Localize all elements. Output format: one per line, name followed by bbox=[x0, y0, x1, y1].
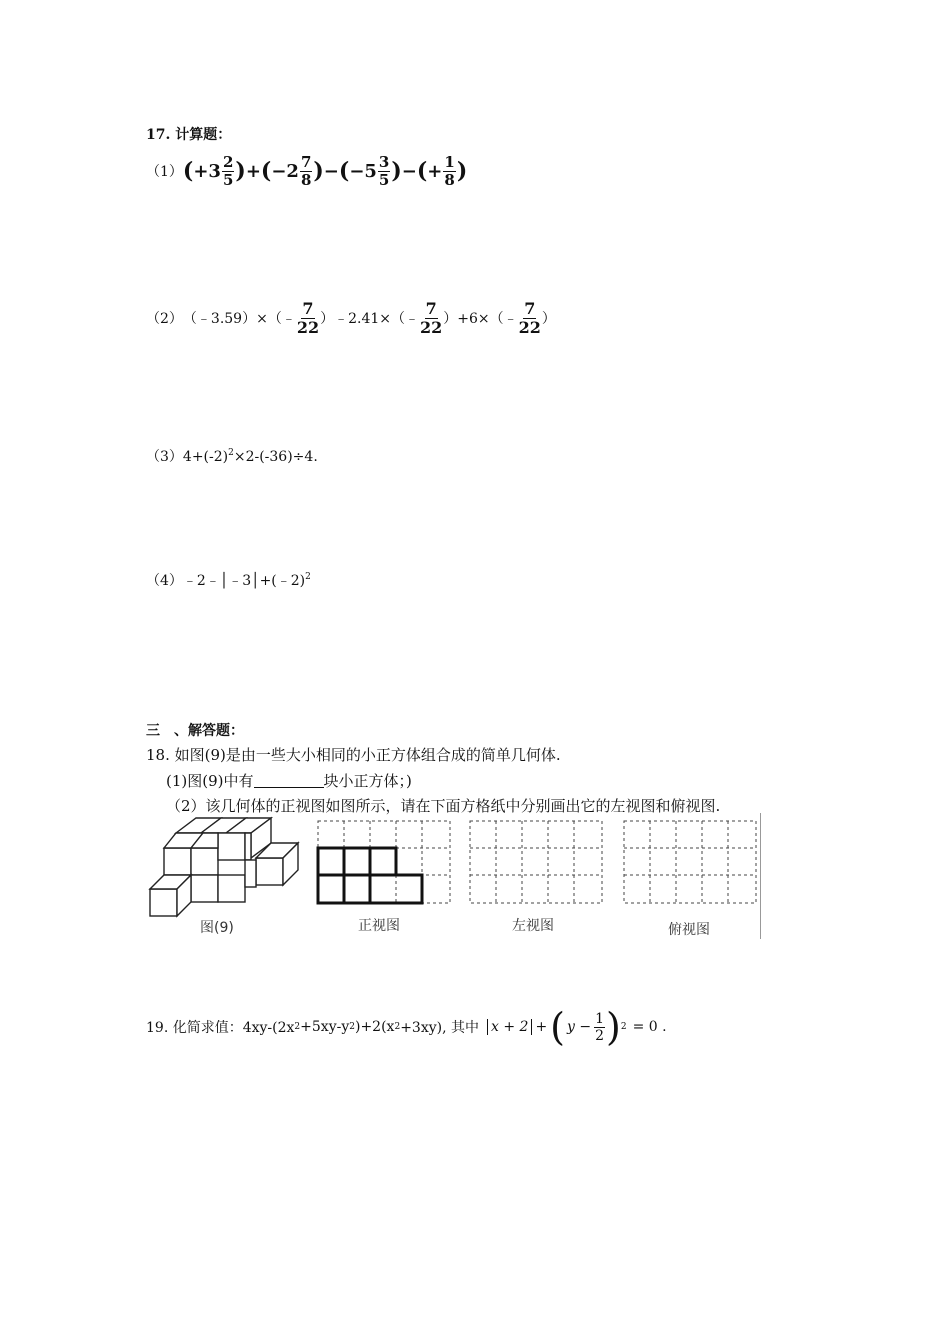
plus-sign: + bbox=[245, 160, 261, 182]
answer-blank[interactable] bbox=[254, 773, 324, 788]
q17-p1-label: （1） bbox=[146, 164, 183, 180]
figure-9-caption: 图(9) bbox=[200, 920, 234, 936]
numerator: 7 bbox=[425, 298, 437, 318]
expr-text: ）﹣2.41×（﹣ bbox=[320, 311, 419, 327]
expr-text: （4）﹣2﹣│﹣3│+(﹣2) bbox=[146, 573, 306, 589]
denominator: 2 bbox=[595, 1027, 605, 1044]
figure-border bbox=[760, 813, 761, 939]
paren: ) bbox=[456, 158, 468, 184]
paren: ) bbox=[313, 158, 324, 184]
fraction bbox=[518, 298, 541, 337]
expr-text: +3xy), 其中 bbox=[400, 1020, 479, 1036]
q18-sub2: （2）该几何体的正视图如图所示，请在下面方格纸中分别画出它的左视图和俯视图. bbox=[166, 797, 721, 815]
expr-text: )+2(x bbox=[354, 1019, 395, 1035]
exponent: 2 bbox=[620, 1022, 627, 1032]
fraction-half bbox=[594, 1012, 605, 1043]
denominator: 5 bbox=[378, 170, 390, 189]
q18-sub1-text: (1)图(9)中有 bbox=[166, 772, 254, 790]
numerator: 1 bbox=[595, 1010, 605, 1027]
expr-text: （﹣3.59）×（﹣ bbox=[182, 311, 296, 327]
equals-zero: = 0 . bbox=[632, 1019, 667, 1035]
denominator: 22 bbox=[296, 317, 320, 337]
mixed-whole: −2 bbox=[271, 160, 299, 182]
q18-sub1 bbox=[166, 770, 412, 791]
numerator: 1 bbox=[444, 152, 455, 171]
numerator: 7 bbox=[300, 152, 312, 171]
paren: ) bbox=[235, 158, 246, 184]
fraction bbox=[420, 298, 443, 337]
denominator: 22 bbox=[420, 317, 443, 337]
q18-sub1-text: 块小正方体；) bbox=[323, 772, 412, 790]
denominator: 5 bbox=[222, 170, 234, 189]
q17-problem-1 bbox=[146, 150, 467, 192]
expr-text: ）+6×（﹣ bbox=[443, 311, 518, 327]
numerator: 3 bbox=[378, 152, 390, 171]
minus-sign: − bbox=[323, 160, 339, 182]
numerator: 2 bbox=[222, 152, 234, 171]
mixed-whole: +3 bbox=[193, 160, 221, 182]
front-view-caption: 正视图 bbox=[358, 918, 400, 934]
paren: ( bbox=[260, 158, 272, 184]
left-view-caption: 左视图 bbox=[512, 918, 554, 934]
top-view-caption: 俯视图 bbox=[668, 922, 710, 938]
expr-text: +5xy-y bbox=[300, 1019, 350, 1035]
numerator: 7 bbox=[524, 298, 536, 318]
exponent: 2 bbox=[305, 572, 311, 582]
mixed-whole: + bbox=[427, 160, 443, 182]
q17-problem-4 bbox=[146, 570, 311, 590]
q17-problem-2 bbox=[146, 298, 556, 338]
expr-text: ×2-(-36)÷4. bbox=[233, 449, 318, 465]
fraction bbox=[222, 152, 234, 189]
fraction bbox=[378, 152, 390, 189]
expr-text: 19. 化简求值：4xy-(2x bbox=[146, 1020, 295, 1036]
exponent: 2 bbox=[228, 448, 234, 458]
exponent: 2 bbox=[394, 1022, 401, 1032]
paren: ( bbox=[550, 1005, 565, 1049]
expr-text: ） bbox=[541, 311, 556, 327]
paren: ) bbox=[606, 1005, 621, 1049]
absolute-value-expr: x + 2 bbox=[487, 1019, 532, 1035]
q18-figure bbox=[146, 813, 764, 941]
paren: ( bbox=[338, 158, 350, 184]
q17-title: 17. 计算题： bbox=[146, 127, 232, 143]
top-view-grid bbox=[622, 819, 760, 907]
q19-stem bbox=[146, 1004, 667, 1050]
paren: ( bbox=[416, 158, 428, 184]
q18-stem: 18. 如图(9)是由一些大小相同的小正方体组合成的简单几何体. bbox=[146, 746, 561, 764]
plus-sign: + bbox=[535, 1019, 548, 1035]
front-view-grid bbox=[316, 819, 454, 907]
denominator: 8 bbox=[444, 170, 455, 189]
q17-problem-3 bbox=[146, 446, 318, 466]
exponent: 2 bbox=[349, 1022, 355, 1032]
minus-sign: − bbox=[401, 160, 417, 182]
y-expr: y − bbox=[567, 1019, 592, 1035]
left-view-grid bbox=[468, 819, 606, 907]
q17-p2-label: （2） bbox=[146, 311, 183, 327]
cube-structure-figure bbox=[146, 813, 306, 923]
paren: ( bbox=[182, 158, 194, 184]
fraction bbox=[300, 152, 312, 189]
exponent: 2 bbox=[294, 1022, 301, 1032]
section-3-title: 三 、解答题： bbox=[146, 723, 244, 739]
expr-text: （3）4+(-2) bbox=[146, 449, 229, 465]
denominator: 22 bbox=[518, 317, 541, 337]
mixed-whole: −5 bbox=[349, 160, 377, 182]
fraction bbox=[443, 152, 455, 189]
numerator: 7 bbox=[302, 298, 314, 318]
denominator: 8 bbox=[300, 170, 312, 189]
paren: ) bbox=[391, 158, 402, 184]
fraction bbox=[296, 298, 320, 337]
